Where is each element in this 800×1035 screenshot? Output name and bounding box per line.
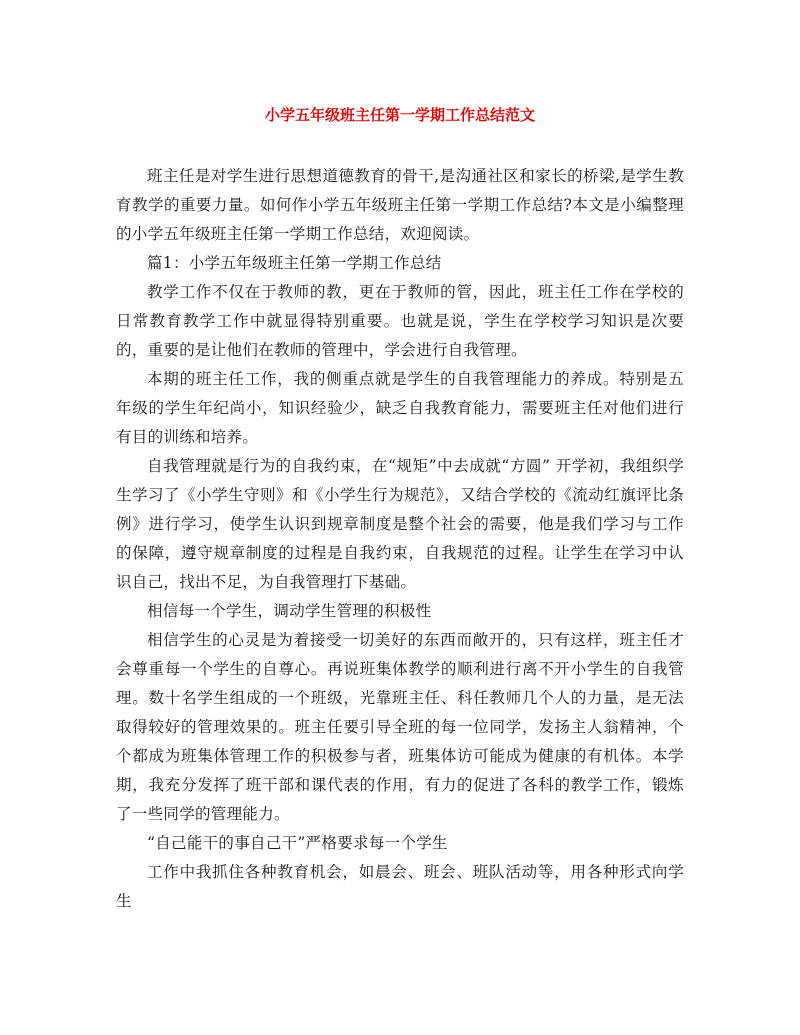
paragraph: 工作中我抓住各种教育机会，如晨会、班会、班队活动等，用各种形式向学生 [116,863,684,910]
document-title: 小学五年级班主任第一学期工作总结范文 [264,106,535,124]
document-body [116,162,684,916]
subheading: 相信每一个学生，调动学生管理的积极性 [147,602,432,620]
subheading: “自己能干的事自己干”严格要求每一个学生 [147,834,448,852]
paragraph: 自我管理就是行为的自我约束，在“规矩”中去成就“方圆” 开学初，我组织学生学习了《小学生守则》和《小学生行为规范》，又结合学校的《流动红旗评比条例》进行学习，使学生认识到规章制度是整个社会的需要，他是我们学习与工作的保障，遵守规章制度的过程是自我约束，自我规范的过程。让学生在学习中认识自己，找出不足，为自我管理打下基础。 [116,457,684,591]
paragraph: 相信学生的心灵是为着接受一切美好的东西而敞开的，只有这样，班主任才会尊重每一个学生的自尊心。再说班集体教学的顺利进行离不开小学生的自我管理。数十名学生组成的一个班级，光靠班主任、科任教师几个人的力量，是无法取得较好的管理效果的。班主任要引导全班的每一位同学，发扬主人翁精神，个个都成为班集体管理工作的积极参与者，班集体访可能成为健康的有机体。本学期，我充分发挥了班干部和课代表的作用，有力的促进了各科的教学工作，锻炼了一些同学的管理能力。 [116,631,684,823]
paragraph: 教学工作不仅在于教师的教，更在于教师的管，因此，班主任工作在学校的日常教育教学工作中就显得特别重要。也就是说，学生在学校学习知识是次要的，重要的是让他们在教师的管理中，学会进行自我管理。 [116,283,684,359]
section-heading-part-1: 篇1：小学五年级班主任第一学期工作总结 [147,254,442,272]
paragraph-intro: 班主任是对学生进行思想道德教育的骨干,是沟通社区和家长的桥梁,是学生教育教学的重要力量。如何作小学五年级班主任第一学期工作总结?本文是小编整理的小学五年级班主任第一学期工作总结，欢迎阅读。 [116,167,684,243]
paragraph: 本期的班主任工作，我的侧重点就是学生的自我管理能力的养成。特别是五年级的学生年纪尚小，知识经验少，缺乏自我教育能力，需要班主任对他们进行有目的训练和培养。 [116,370,684,446]
